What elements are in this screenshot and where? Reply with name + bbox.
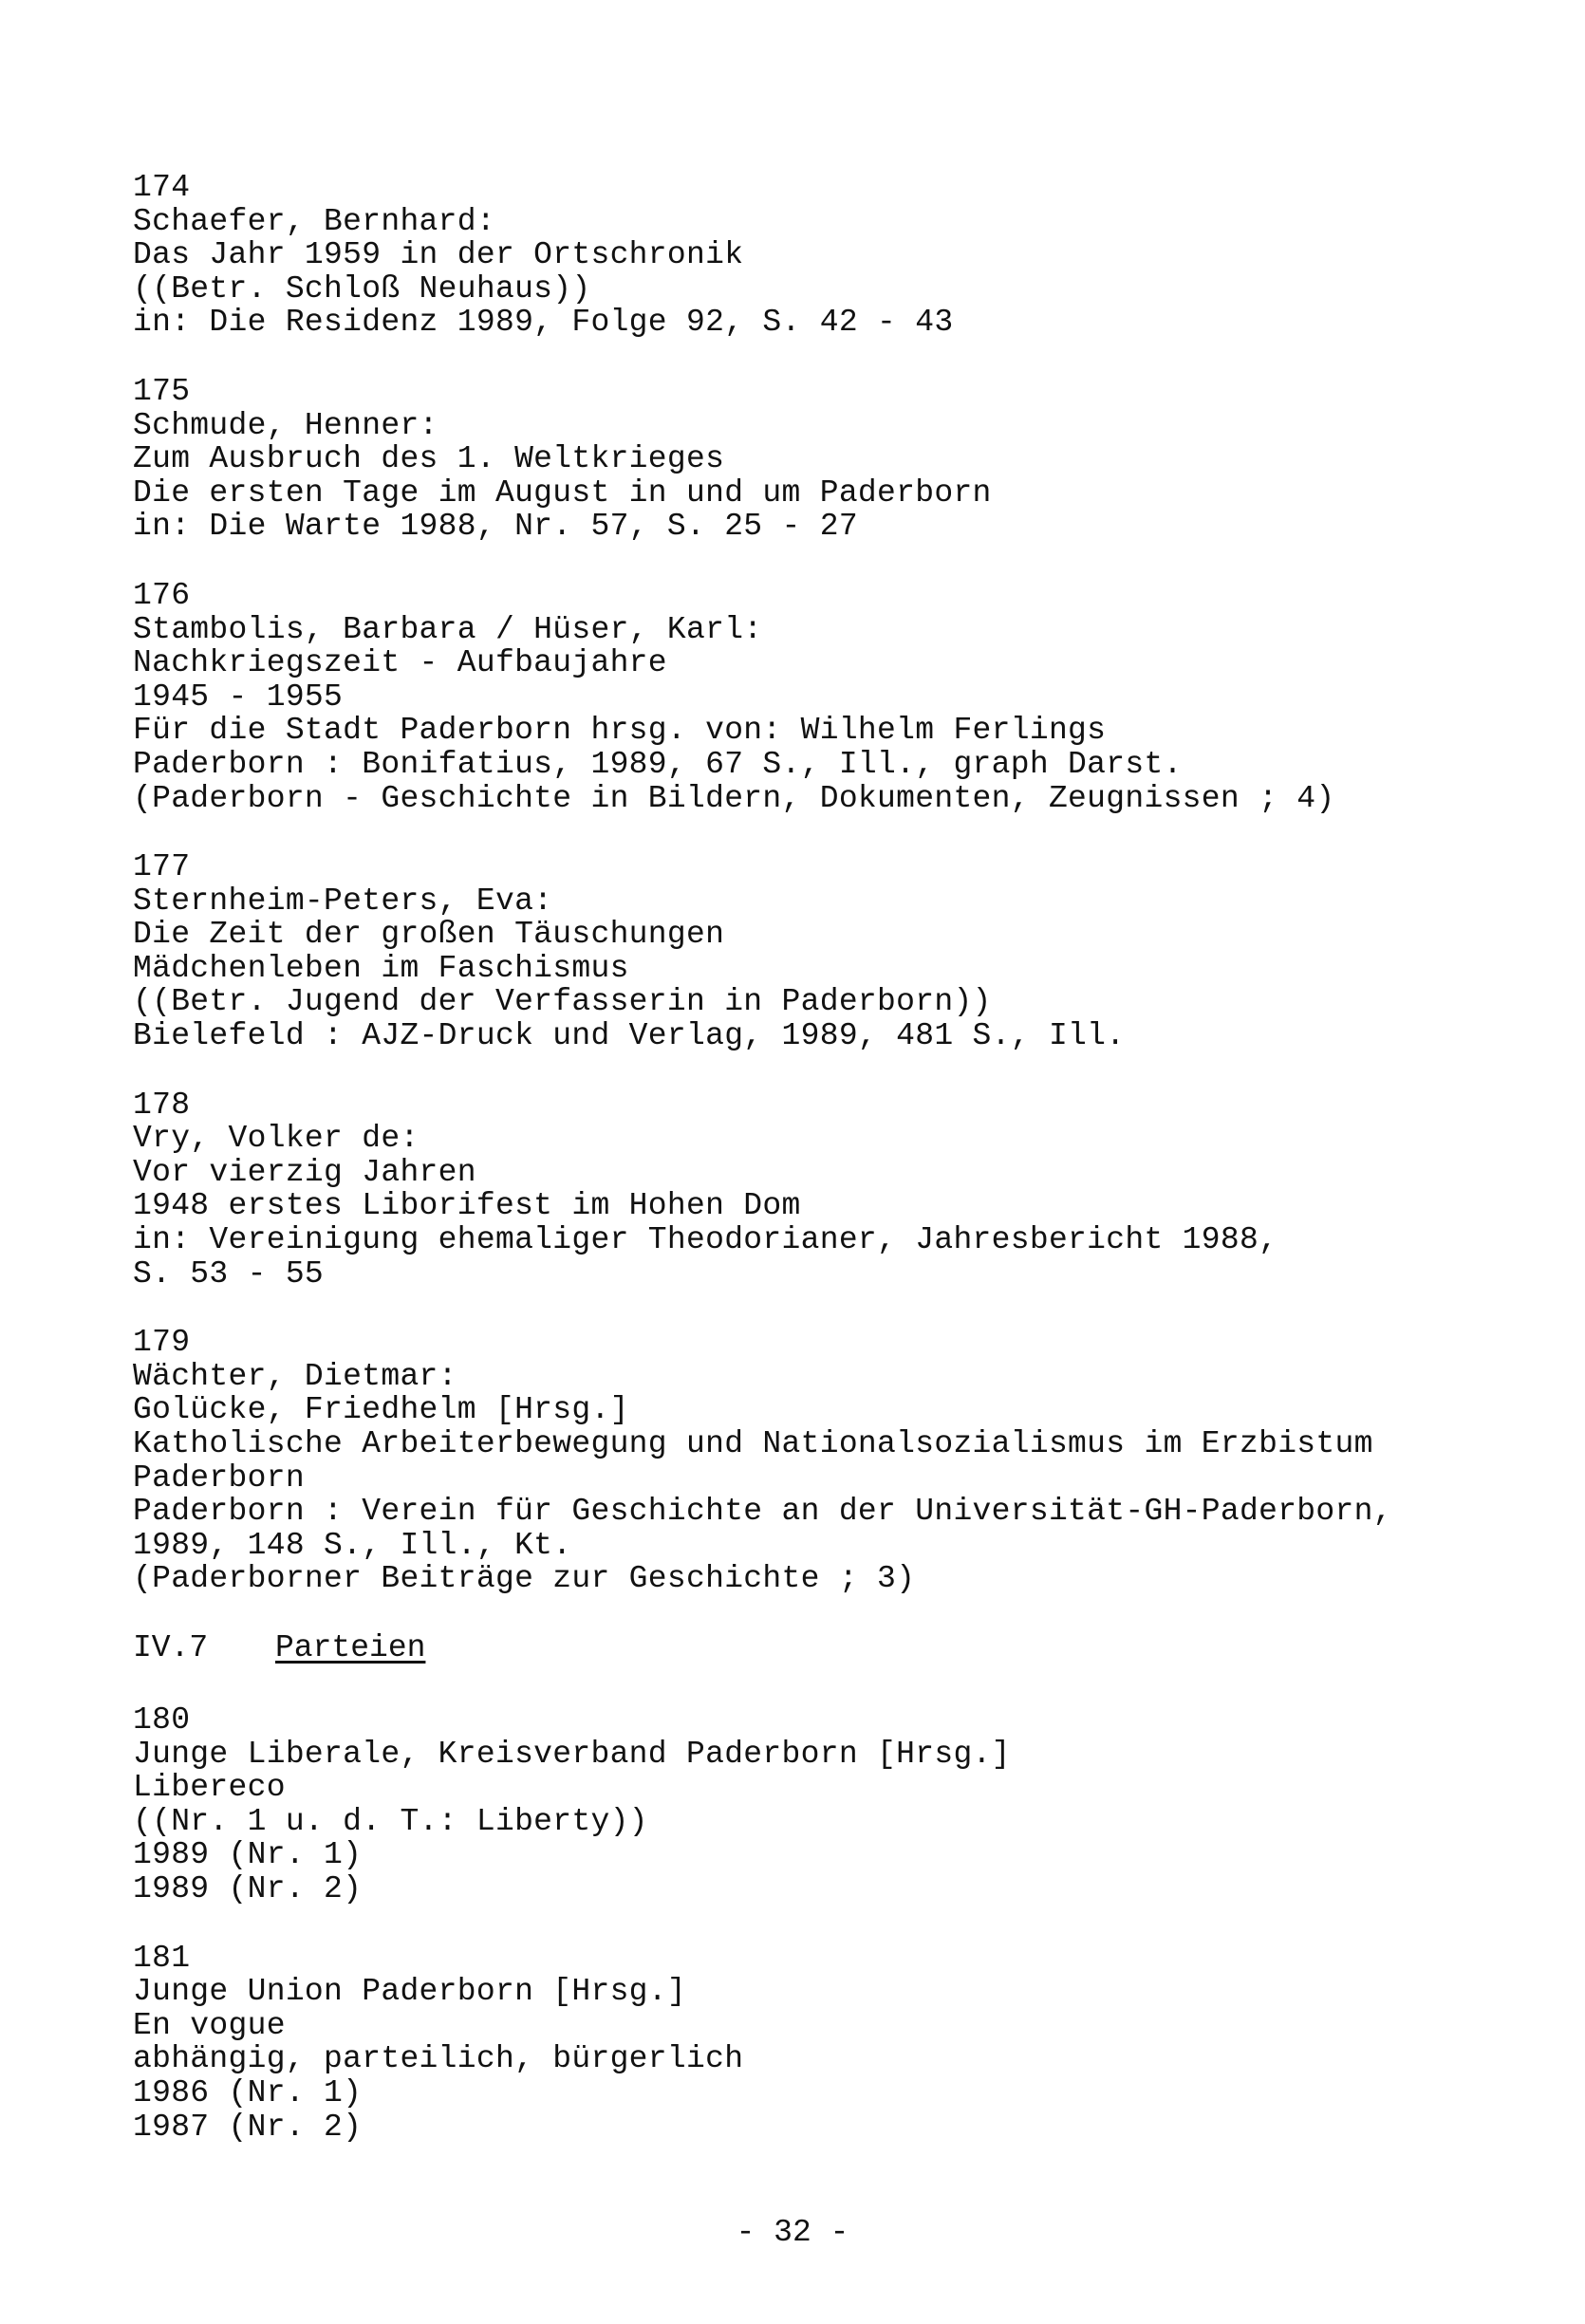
- entry-line: Das Jahr 1959 in der Ortschronik: [133, 237, 744, 273]
- entry-line: Vry, Volker de:: [133, 1121, 420, 1157]
- bibliography-entry: [133, 850, 1490, 1053]
- entry-line: Schaefer, Bernhard:: [133, 203, 495, 239]
- entry-line: S. 53 - 55: [133, 1255, 325, 1292]
- entry-line: in: Die Warte 1988, Nr. 57, S. 25 - 27: [133, 509, 858, 545]
- entry-line: Junge Union Paderborn [Hrsg.]: [133, 1974, 686, 2010]
- bibliography-entry: [133, 171, 1490, 340]
- entry-line: Nachkriegszeit - Aufbaujahre: [133, 645, 667, 681]
- entry-line: Mädchenleben im Faschismus: [133, 950, 629, 986]
- entry-line: Golücke, Friedhelm [Hrsg.]: [133, 1392, 629, 1428]
- entry-line: Katholische Arbeiterbewegung und Nationalsozialismus im Erzbistum: [133, 1426, 1373, 1461]
- bibliography-entry: [133, 579, 1490, 815]
- entry-number: 181: [133, 1940, 191, 1976]
- entry-line: ((Betr. Schloß Neuhaus)): [133, 270, 591, 307]
- entry-line: in: Vereinigung ehemaliger Theodorianer, Jahresbericht 1988,: [133, 1222, 1278, 1258]
- entry-line: Stambolis, Barbara / Hüser, Karl:: [133, 611, 763, 647]
- entry-line: 1987 (Nr. 2): [133, 2109, 363, 2145]
- entry-line: Zum Ausbruch des 1. Weltkrieges: [133, 441, 725, 477]
- entry-line: Vor vierzig Jahren: [133, 1154, 476, 1190]
- entry-line: abhängig, parteilich, bürgerlich: [133, 2041, 744, 2077]
- entry-line: Libereco: [133, 1770, 286, 1806]
- entry-line: in: Die Residenz 1989, Folge 92, S. 42 - 43: [133, 305, 954, 341]
- section-heading: [133, 1631, 1490, 1665]
- entry-number: 177: [133, 849, 191, 885]
- bibliography-list: [133, 1703, 1490, 2144]
- entry-line: Für die Stadt Paderborn hrsg. von: Wilhelm Ferlings: [133, 713, 1107, 749]
- bibliography-entry: [133, 1703, 1490, 1906]
- entry-line: Paderborn : Bonifatius, 1989, 67 S., Ill., graph Darst.: [133, 746, 1183, 782]
- bibliography-entry: [133, 1942, 1490, 2145]
- entry-line: Paderborn : Verein für Geschichte an der Universität-GH-Paderborn,: [133, 1494, 1392, 1530]
- entry-line: 1989, 148 S., Ill., Kt.: [133, 1527, 572, 1563]
- entry-line: Wächter, Dietmar:: [133, 1358, 457, 1394]
- bibliography-entry: [133, 1088, 1490, 1292]
- page-number: - 32 -: [736, 2215, 849, 2250]
- entry-line: Schmude, Henner:: [133, 407, 438, 443]
- entry-line: (Paderborn - Geschichte in Bildern, Dokumenten, Zeugnissen ; 4): [133, 780, 1335, 816]
- entry-line: Sternheim-Peters, Eva:: [133, 883, 553, 919]
- document-page: [133, 171, 1490, 2179]
- entry-line: 1989 (Nr. 1): [133, 1837, 363, 1873]
- entry-line: 1986 (Nr. 1): [133, 2074, 363, 2110]
- entry-number: 178: [133, 1087, 191, 1123]
- entry-number: 174: [133, 170, 191, 205]
- bibliography-entry: [133, 1326, 1490, 1596]
- section-title: Parteien: [275, 1629, 426, 1665]
- bibliography-entry: [133, 375, 1490, 544]
- entry-line: Die ersten Tage im August in und um Paderborn: [133, 474, 992, 511]
- section-number: IV.7: [133, 1629, 209, 1665]
- entry-line: Die Zeit der großen Täuschungen: [133, 917, 725, 953]
- entry-line: (Paderborner Beiträge zur Geschichte ; 3): [133, 1561, 916, 1597]
- entry-line: 1948 erstes Liborifest im Hohen Dom: [133, 1188, 801, 1224]
- entry-line: Paderborn: [133, 1459, 305, 1496]
- entry-line: ((Nr. 1 u. d. T.: Liberty)): [133, 1803, 648, 1839]
- entry-line: Junge Liberale, Kreisverband Paderborn [Hrsg.]: [133, 1736, 1011, 1772]
- entry-line: ((Betr. Jugend der Verfasserin in Paderborn)): [133, 984, 992, 1020]
- entry-line: 1945 - 1955: [133, 679, 344, 715]
- entry-number: 180: [133, 1701, 191, 1738]
- bibliography-list: [133, 171, 1490, 1596]
- entry-line: Bielefeld : AJZ-Druck und Verlag, 1989, 481 S., Ill.: [133, 1018, 1126, 1054]
- entry-line: En vogue: [133, 2007, 286, 2043]
- entry-number: 175: [133, 373, 191, 409]
- entry-line: 1989 (Nr. 2): [133, 1870, 363, 1906]
- entry-number: 179: [133, 1325, 191, 1361]
- entry-number: 176: [133, 577, 191, 613]
